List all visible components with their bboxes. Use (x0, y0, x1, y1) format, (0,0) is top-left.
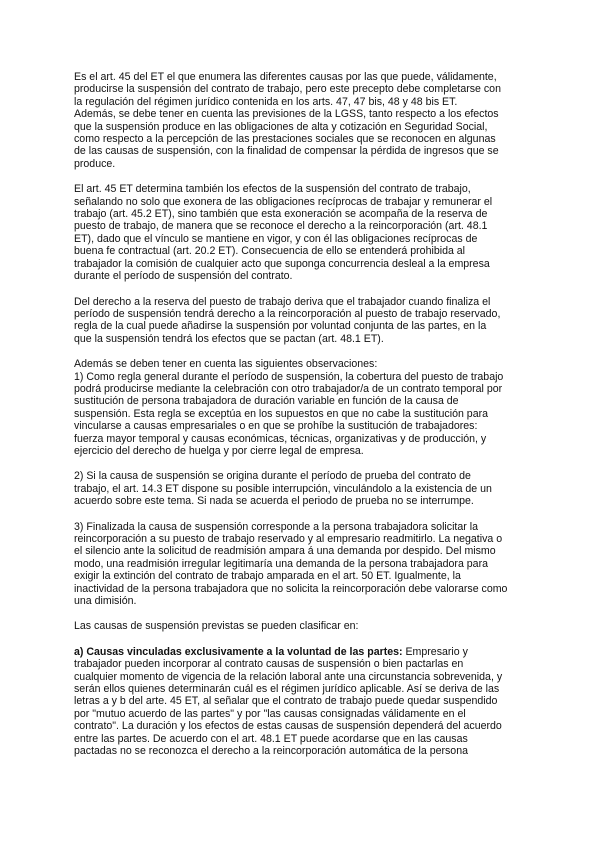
body-paragraph (74, 296, 528, 346)
text-line: trabajo, el art. 14.3 ET dispone su posible interrupción, vinculándolo a la existencia de un (74, 482, 492, 495)
text-line: Es el art. 45 del ET el que enumera las diferentes causas por las que puede, válidamente, (74, 71, 497, 83)
text-line: señalando no solo que exonera de las obligaciones recíprocas de trabajar y remunerar el (74, 195, 493, 208)
text-line: 3) Finalizada la causa de suspensión corresponde a la persona trabajadora solicitar la (74, 520, 478, 533)
text-line: suspensión. Esta regla se exceptúa en los supuestos en que no cabe la sustitución para (74, 407, 489, 420)
text-line: exigir la extinción del contrato de trabajo amparada en el art. 50 ET. Igualmente, la (74, 570, 461, 583)
text-line: regla de la cual puede añadirse la suspensión por voluntad conjunta de las partes, en la (74, 320, 487, 333)
body-paragraph (74, 71, 528, 170)
section-a-paragraph (74, 646, 528, 758)
text-line: Además, se debe tener en cuenta las previsiones de la LGSS, tanto respecto a los efectos (74, 108, 499, 121)
section-a-line: serán ellos quienes determinarán cuál es el régimen jurídico aplicable. Así se deriva de las (74, 683, 500, 696)
text-line: trabajador la comisión de cualquier acto que suponga concurrencia desleal a la empresa (74, 257, 490, 270)
text-line: la regulación del régimen jurídico contenida en los arts. 47, 47 bis, 48 y 48 bis ET. (74, 95, 458, 108)
body-paragraph (74, 470, 528, 507)
section-a-line: trabajador pueden incorporar al contrato causas de suspensión o bien pactarlas en (74, 658, 464, 671)
text-line: 2) Si la causa de suspensión se origina durante el período de prueba del contrato de (74, 470, 471, 483)
section-a-line: letras a y b del arte. 45 ET, al señalar que el contrato de trabajo puede quedar suspendido (74, 695, 498, 708)
text-line: que la suspensión produce en las obligaciones de alta y cotización en Seguridad Social, (74, 120, 488, 133)
body-paragraph (74, 358, 528, 457)
body-paragraph (74, 620, 528, 632)
text-line: vincularse a causas empresariales o en que se prohíbe la sustitución de trabajadores: (74, 420, 478, 433)
section-a-line: cualquier momento de vigencia de la relación laboral ante una circunstancia sobrevenida, y (74, 670, 503, 683)
text-line: produce. (74, 157, 116, 170)
text-line: Del derecho a la reserva del puesto de trabajo deriva que el trabajador cuando finaliza el (74, 295, 491, 308)
text-line: una dimisión. (74, 595, 137, 608)
text-line: el silencio ante la solicitud de readmisión ampara á una demanda por despido. Del mismo (74, 545, 496, 558)
text-line: modo, una readmisión irregular legitimaría una demanda de la persona trabajadora para (74, 557, 488, 570)
text-line: acuerdo sobre este tema. Si nada se acuerda el periodo de prueba no se interrumpe. (74, 495, 474, 508)
text-line: reincorporación a su puesto de trabajo reservado y al empresario readmitirlo. La negativa o (74, 533, 503, 545)
section-a-line: pactadas no se reconozca el derecho a la reincorporación automática de la persona (74, 745, 468, 758)
text-line: de las causas de suspensión, con la finalidad de compensar la pérdida de ingresos que se (74, 145, 499, 158)
text-line: inactividad de la persona trabajadora que no solicita la reincorporación debe valorarse como (74, 582, 508, 595)
section-a-line: contrato". La duración y los efectos de estas causas de suspensión dependerá del acuerdo (74, 720, 502, 733)
text-line: puesto de trabajo, de manera que se reconoce el derecho a la reincorporación (art. 48.1 (74, 220, 488, 233)
text-line: trabajo (art. 45.2 ET), sino también que esta exoneración se acompaña de la reserva de (74, 208, 488, 221)
text-line: sustitución de persona trabajadora de duración variable en función de la causa de (74, 395, 459, 408)
section-a-line: entre las partes. De acuerdo con el art. 48.1 ET puede acordarse que en las causas (74, 732, 468, 745)
text-line: como respecto a la percepción de las prestaciones sociales que se reconocen en algunas (74, 133, 496, 146)
section-a-heading: a) Causas vinculadas exclusivamente a la voluntad de las partes: (74, 645, 403, 658)
text-line: que la suspensión tendrá los efectos que se pactan (art. 48.1 ET). (74, 332, 384, 345)
text-line: buena fe contractual (art. 20.2 ET). Consecuencia de ello se entenderá prohibida al (74, 245, 466, 258)
text-line: ejercicio del derecho de huelga y por cierre legal de empresa. (74, 444, 364, 457)
text-line: período de suspensión tendrá derecho a la reincorporación al puesto de trabajo reservado, (74, 307, 501, 320)
body-paragraph (74, 183, 528, 282)
body-paragraph (74, 521, 528, 608)
section-a-first-line (74, 646, 528, 658)
text-line: durante el período de suspensión del contrato. (74, 270, 293, 283)
text-line: ET), dado que el vínculo se mantiene en vigor, y con él las obligaciones recíprocas de (74, 232, 478, 245)
document-body (74, 71, 528, 633)
text-line: podrá producirse mediante la celebración con otro trabajador/a de un contrato temporal por (74, 382, 503, 395)
text-line: Además se deben tener en cuenta las siguientes observaciones: (74, 358, 378, 371)
text-line: 1) Como regla general durante el período de suspensión, la cobertura del puesto de trabajo (74, 370, 504, 383)
text-line: Las causas de suspensión previstas se pueden clasificar en: (74, 620, 359, 633)
section-a-first-line-rest: Empresario y (402, 645, 468, 658)
text-line: producirse la suspensión del contrato de trabajo, pero este precepto debe completarse con (74, 83, 501, 96)
text-line: El art. 45 ET determina también los efectos de la suspensión del contrato de trabajo, (74, 183, 471, 196)
text-line: fuerza mayor temporal y causas económicas, técnicas, organizativas y de producción, y (74, 432, 487, 445)
section-a-line: por "mutuo acuerdo de las partes" y por "las causas consignadas válidamente en el (74, 707, 466, 720)
